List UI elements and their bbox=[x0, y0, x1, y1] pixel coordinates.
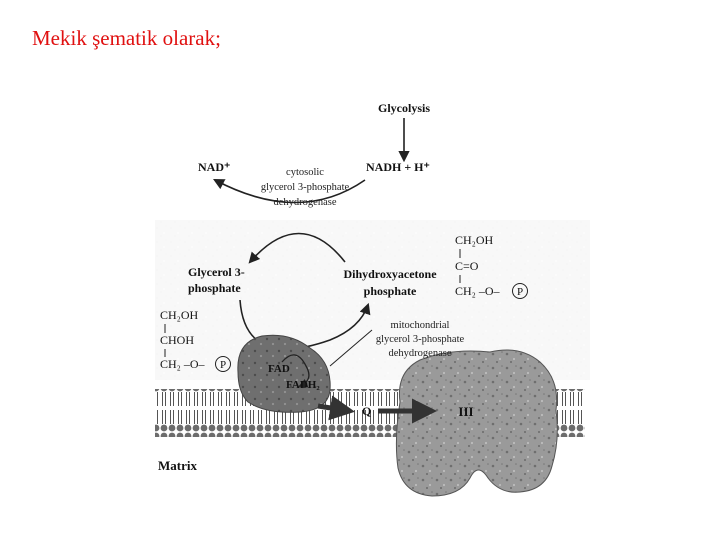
dhap-phosphate-p: P bbox=[516, 286, 524, 298]
cytosolic-enzyme-line-2: glycerol 3-phosphate bbox=[260, 182, 350, 193]
dhap-label-line-2: phosphate bbox=[363, 284, 417, 298]
cytosolic-enzyme-line-1: cytosolic bbox=[286, 167, 324, 178]
glycerol3p-label-line-1: Glycerol 3- bbox=[188, 265, 245, 279]
fadh2-label: FADH₂ bbox=[286, 379, 320, 391]
fad-label: FAD bbox=[268, 363, 290, 375]
nadh-label: NADH + H⁺ bbox=[366, 160, 430, 174]
dhap-struct-ch2o: CH₂ –O– bbox=[455, 284, 500, 298]
cytosolic-enzyme-line-3: dehydrogenase bbox=[273, 197, 337, 208]
g3p-struct-choh: CHOH bbox=[160, 333, 195, 347]
dhap-label-line-1: Dihydroxyacetone bbox=[343, 267, 437, 281]
nad-plus-label: NAD⁺ bbox=[198, 160, 231, 174]
slide-title: Mekik şematik olarak; bbox=[32, 26, 221, 50]
g3p-struct-ch2oh: CH₂OH bbox=[160, 308, 199, 322]
dhap-struct-ch2oh: CH₂OH bbox=[455, 233, 494, 247]
mito-enzyme-line-2: glycerol 3-phosphate bbox=[375, 334, 465, 345]
g3p-struct-ch2o: CH₂ –O– bbox=[160, 357, 205, 371]
q-label: Q bbox=[362, 404, 372, 418]
complex-iii-label: III bbox=[458, 404, 474, 419]
dhap-struct-co: C=O bbox=[455, 259, 479, 273]
matrix-label: Matrix bbox=[158, 458, 197, 473]
glycolysis-label: Glycolysis bbox=[377, 101, 431, 115]
mito-enzyme-line-3: dehydrogenase bbox=[388, 348, 452, 359]
mito-enzyme-line-1: mitochondrial bbox=[390, 320, 450, 331]
g3p-phosphate-p: P bbox=[219, 359, 227, 371]
glycerol3p-label-line-2: phosphate bbox=[188, 281, 241, 295]
complex-iii-shape bbox=[396, 350, 557, 496]
